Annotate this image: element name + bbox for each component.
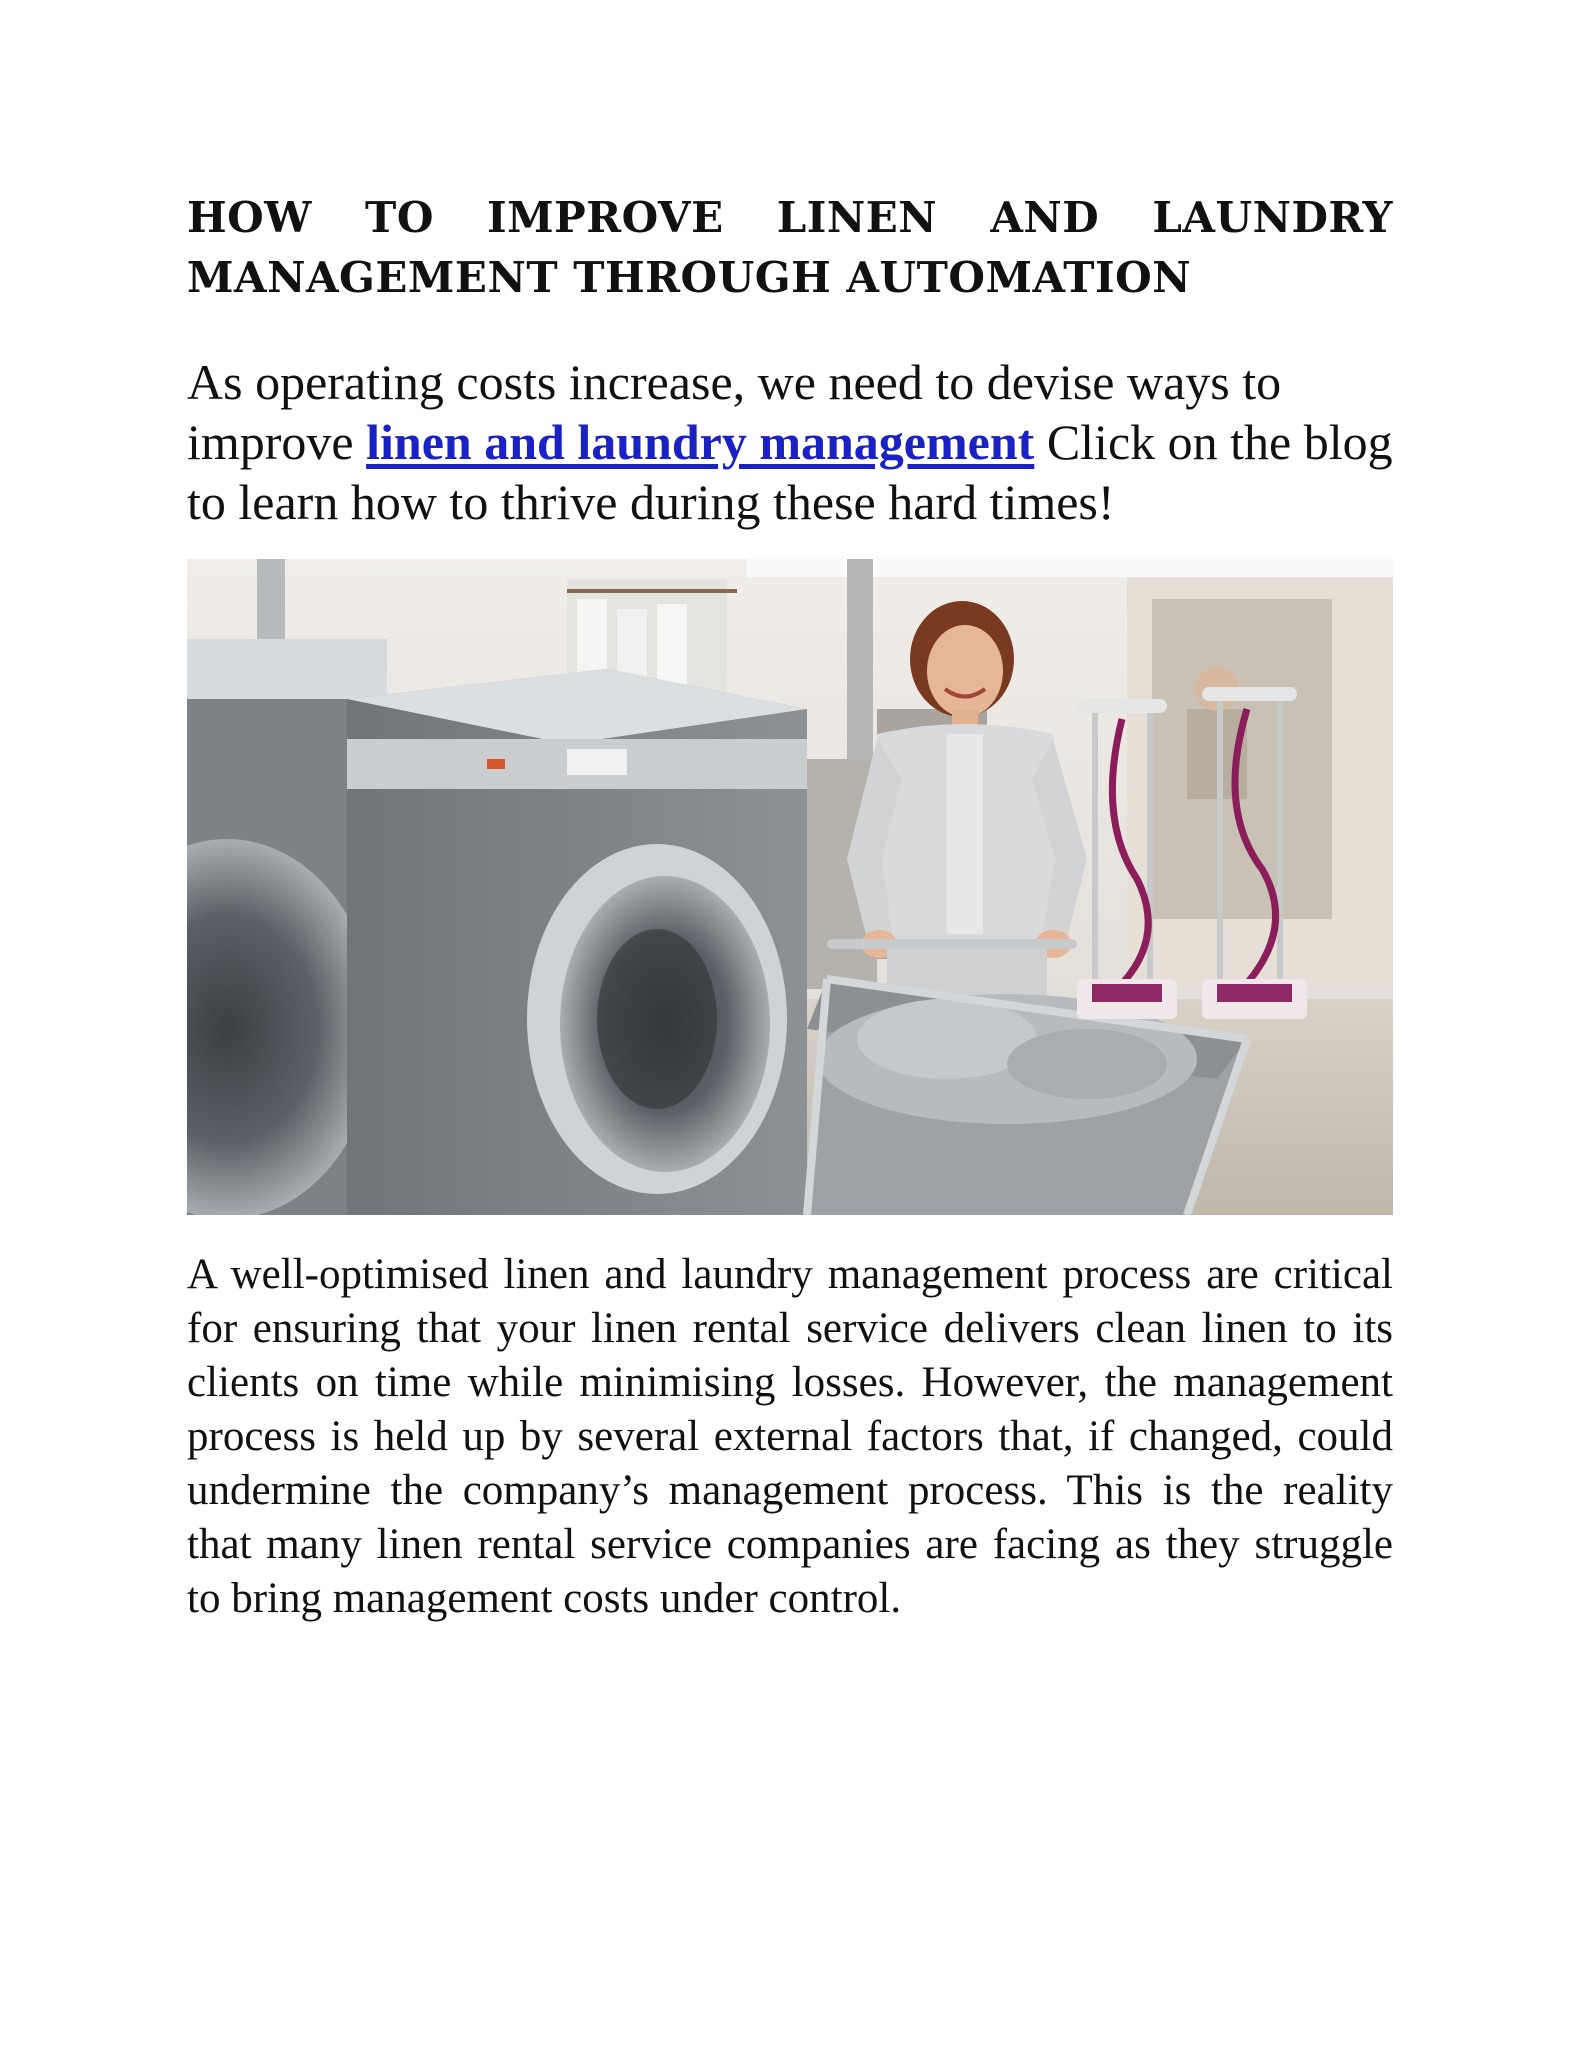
document-content [187, 188, 1393, 1622]
document-title [187, 188, 1393, 308]
laundry-photo [187, 559, 1393, 1215]
linen-laundry-management-link[interactable]: linen and laundry management [366, 414, 1035, 470]
title-line-1: HOW TO IMPROVE LINEN AND LAUNDRY [187, 193, 1393, 242]
intro-text-after-link: Click on the blog to learn how to thrive during these hard times! [187, 414, 1393, 530]
body-paragraph: A well-optimised linen and laundry management process are critical for ensuring that your linen rental service delivers clean linen to its clients on time while minimising losses. However, the management process is held up by several external factors that, if changed, could undermine the company’s management process. This is the reality that many linen rental service companies are facing as they struggle to bring management costs under control. [187, 1251, 1393, 1622]
intro-text-before-link: As operating costs increase, we need to devise ways to improve [187, 354, 1282, 470]
intro-paragraph [187, 352, 1393, 532]
title-line-2: MANAGEMENT THROUGH AUTOMATION [187, 253, 1192, 302]
laundry-photo-illustration [187, 559, 1393, 1215]
